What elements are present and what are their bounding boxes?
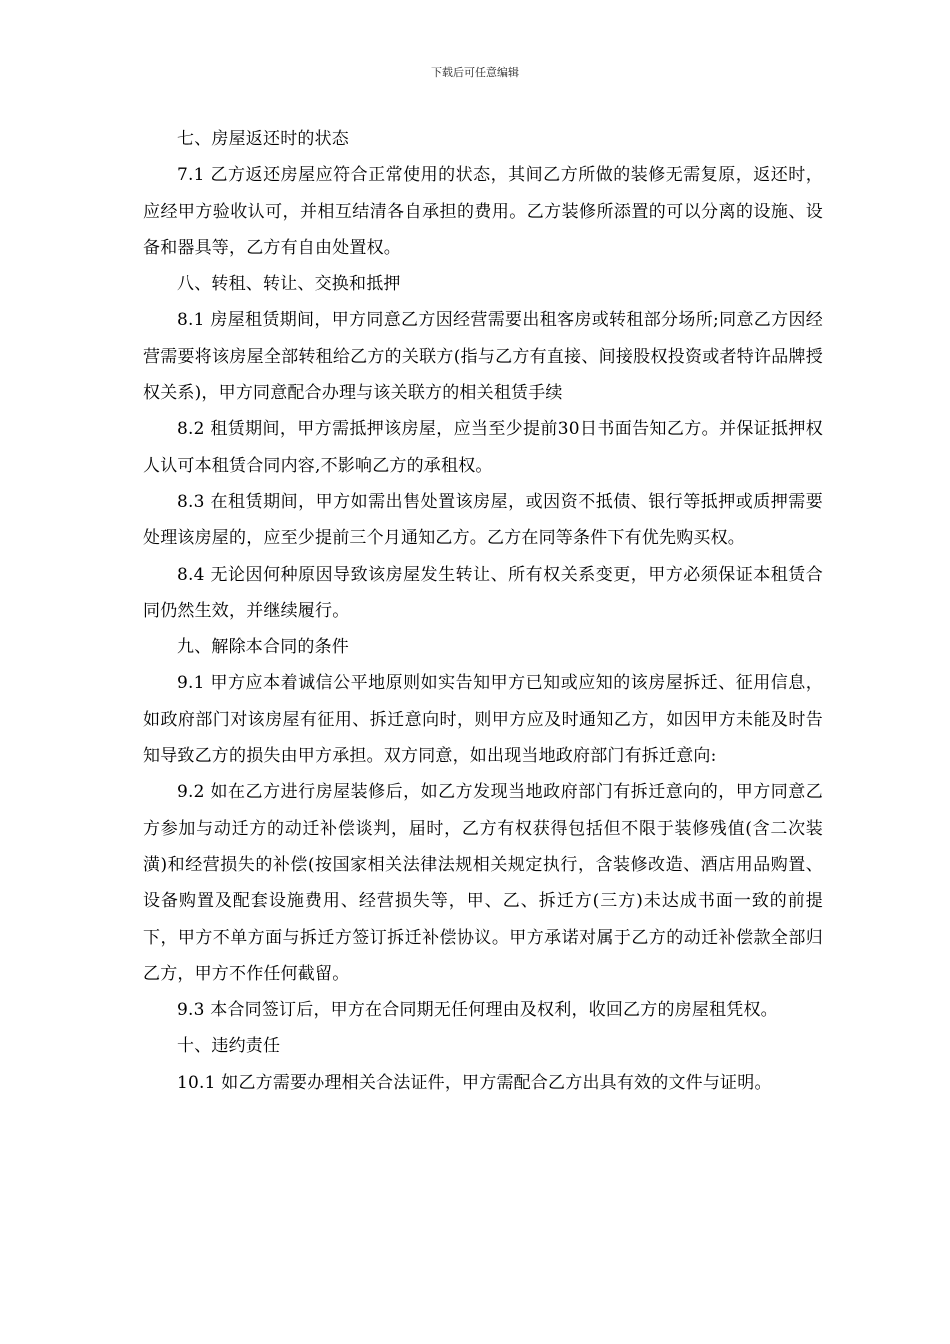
clause-8-4: 8.4 无论因何种原因导致该房屋发生转让、所有权关系变更，甲方必须保证本租赁合同仍然生效，并继续履行。 bbox=[143, 564, 823, 621]
clause-8-3: 8.3 在租赁期间，甲方如需出售处置该房屋，或因资不抵债、银行等抵押或质押需要处理该房屋的，应至少提前三个月通知乙方。乙方在同等条件下有优先购买权。 bbox=[143, 491, 823, 549]
section-heading-9: 九、解除本合同的条件 bbox=[177, 637, 349, 658]
page-header: 下载后可任意编辑 bbox=[431, 66, 519, 79]
section-heading-10: 十、违约责任 bbox=[177, 1036, 281, 1057]
clause-9-1: 9.1 甲方应本着诚信公平地原则如实告知甲方已知或应知的该房屋拆迁、征用信息，如政府部门对该房屋有征用、拆迁意向时，则甲方应及时通知乙方，如因甲方未能及时告知导致乙方的损失由甲方承担。双方同意，如出现当地政府部门有拆迁意向: bbox=[143, 673, 823, 767]
clause-7-1: 7.1 乙方返还房屋应符合正常使用的状态，其间乙方所做的装修无需复原，返还时，应经甲方验收认可，并相互结清各自承担的费用。乙方装修所添置的可以分离的设施、设备和器具等，乙方有自由处置权。 bbox=[143, 165, 823, 258]
clause-8-2: 8.2 租赁期间，甲方需抵押该房屋，应当至少提前30日书面告知乙方。并保证抵押权人认可本租赁合同内容,不影响乙方的承租权。 bbox=[143, 419, 823, 476]
clause-10-1: 10.1 如乙方需要办理相关合法证件，甲方需配合乙方出具有效的文件与证明。 bbox=[177, 1072, 772, 1093]
clause-8-1: 8.1 房屋租赁期间，甲方同意乙方因经营需要出租客房或转租部分场所;同意乙方因经营需要将该房屋全部转租给乙方的关联方(指与乙方有直接、间接股权投资或者特许品牌授权关系)，甲方同意配合办理与该关联方的相关租赁手续 bbox=[143, 310, 823, 404]
clause-9-3: 9.3 本合同签订后，甲方在合同期无任何理由及权利，收回乙方的房屋租凭权。 bbox=[177, 1000, 778, 1021]
section-heading-8: 八、转租、转让、交换和抵押 bbox=[177, 274, 401, 295]
document-body bbox=[143, 121, 823, 1101]
section-heading-7: 七、房屋返还时的状态 bbox=[177, 129, 349, 149]
clause-9-2: 9.2 如在乙方进行房屋装修后，如乙方发现当地政府部门有拆迁意向的，甲方同意乙方参加与动迁方的动迁补偿谈判，届时，乙方有权获得包括但不限于装修残值(含二次装潢)和经营损失的补偿(按国家相关法律法规相关规定执行，含装修改造、酒店用品购置、设备购置及配套设施费用、经营损失等，甲、乙、拆迁方(三方)未达成书面一致的前提下，甲方不单方面与拆迁方签订拆迁补偿协议。甲方承诺对属于乙方的动迁补偿款全部归乙方，甲方不作任何截留。 bbox=[143, 782, 823, 984]
